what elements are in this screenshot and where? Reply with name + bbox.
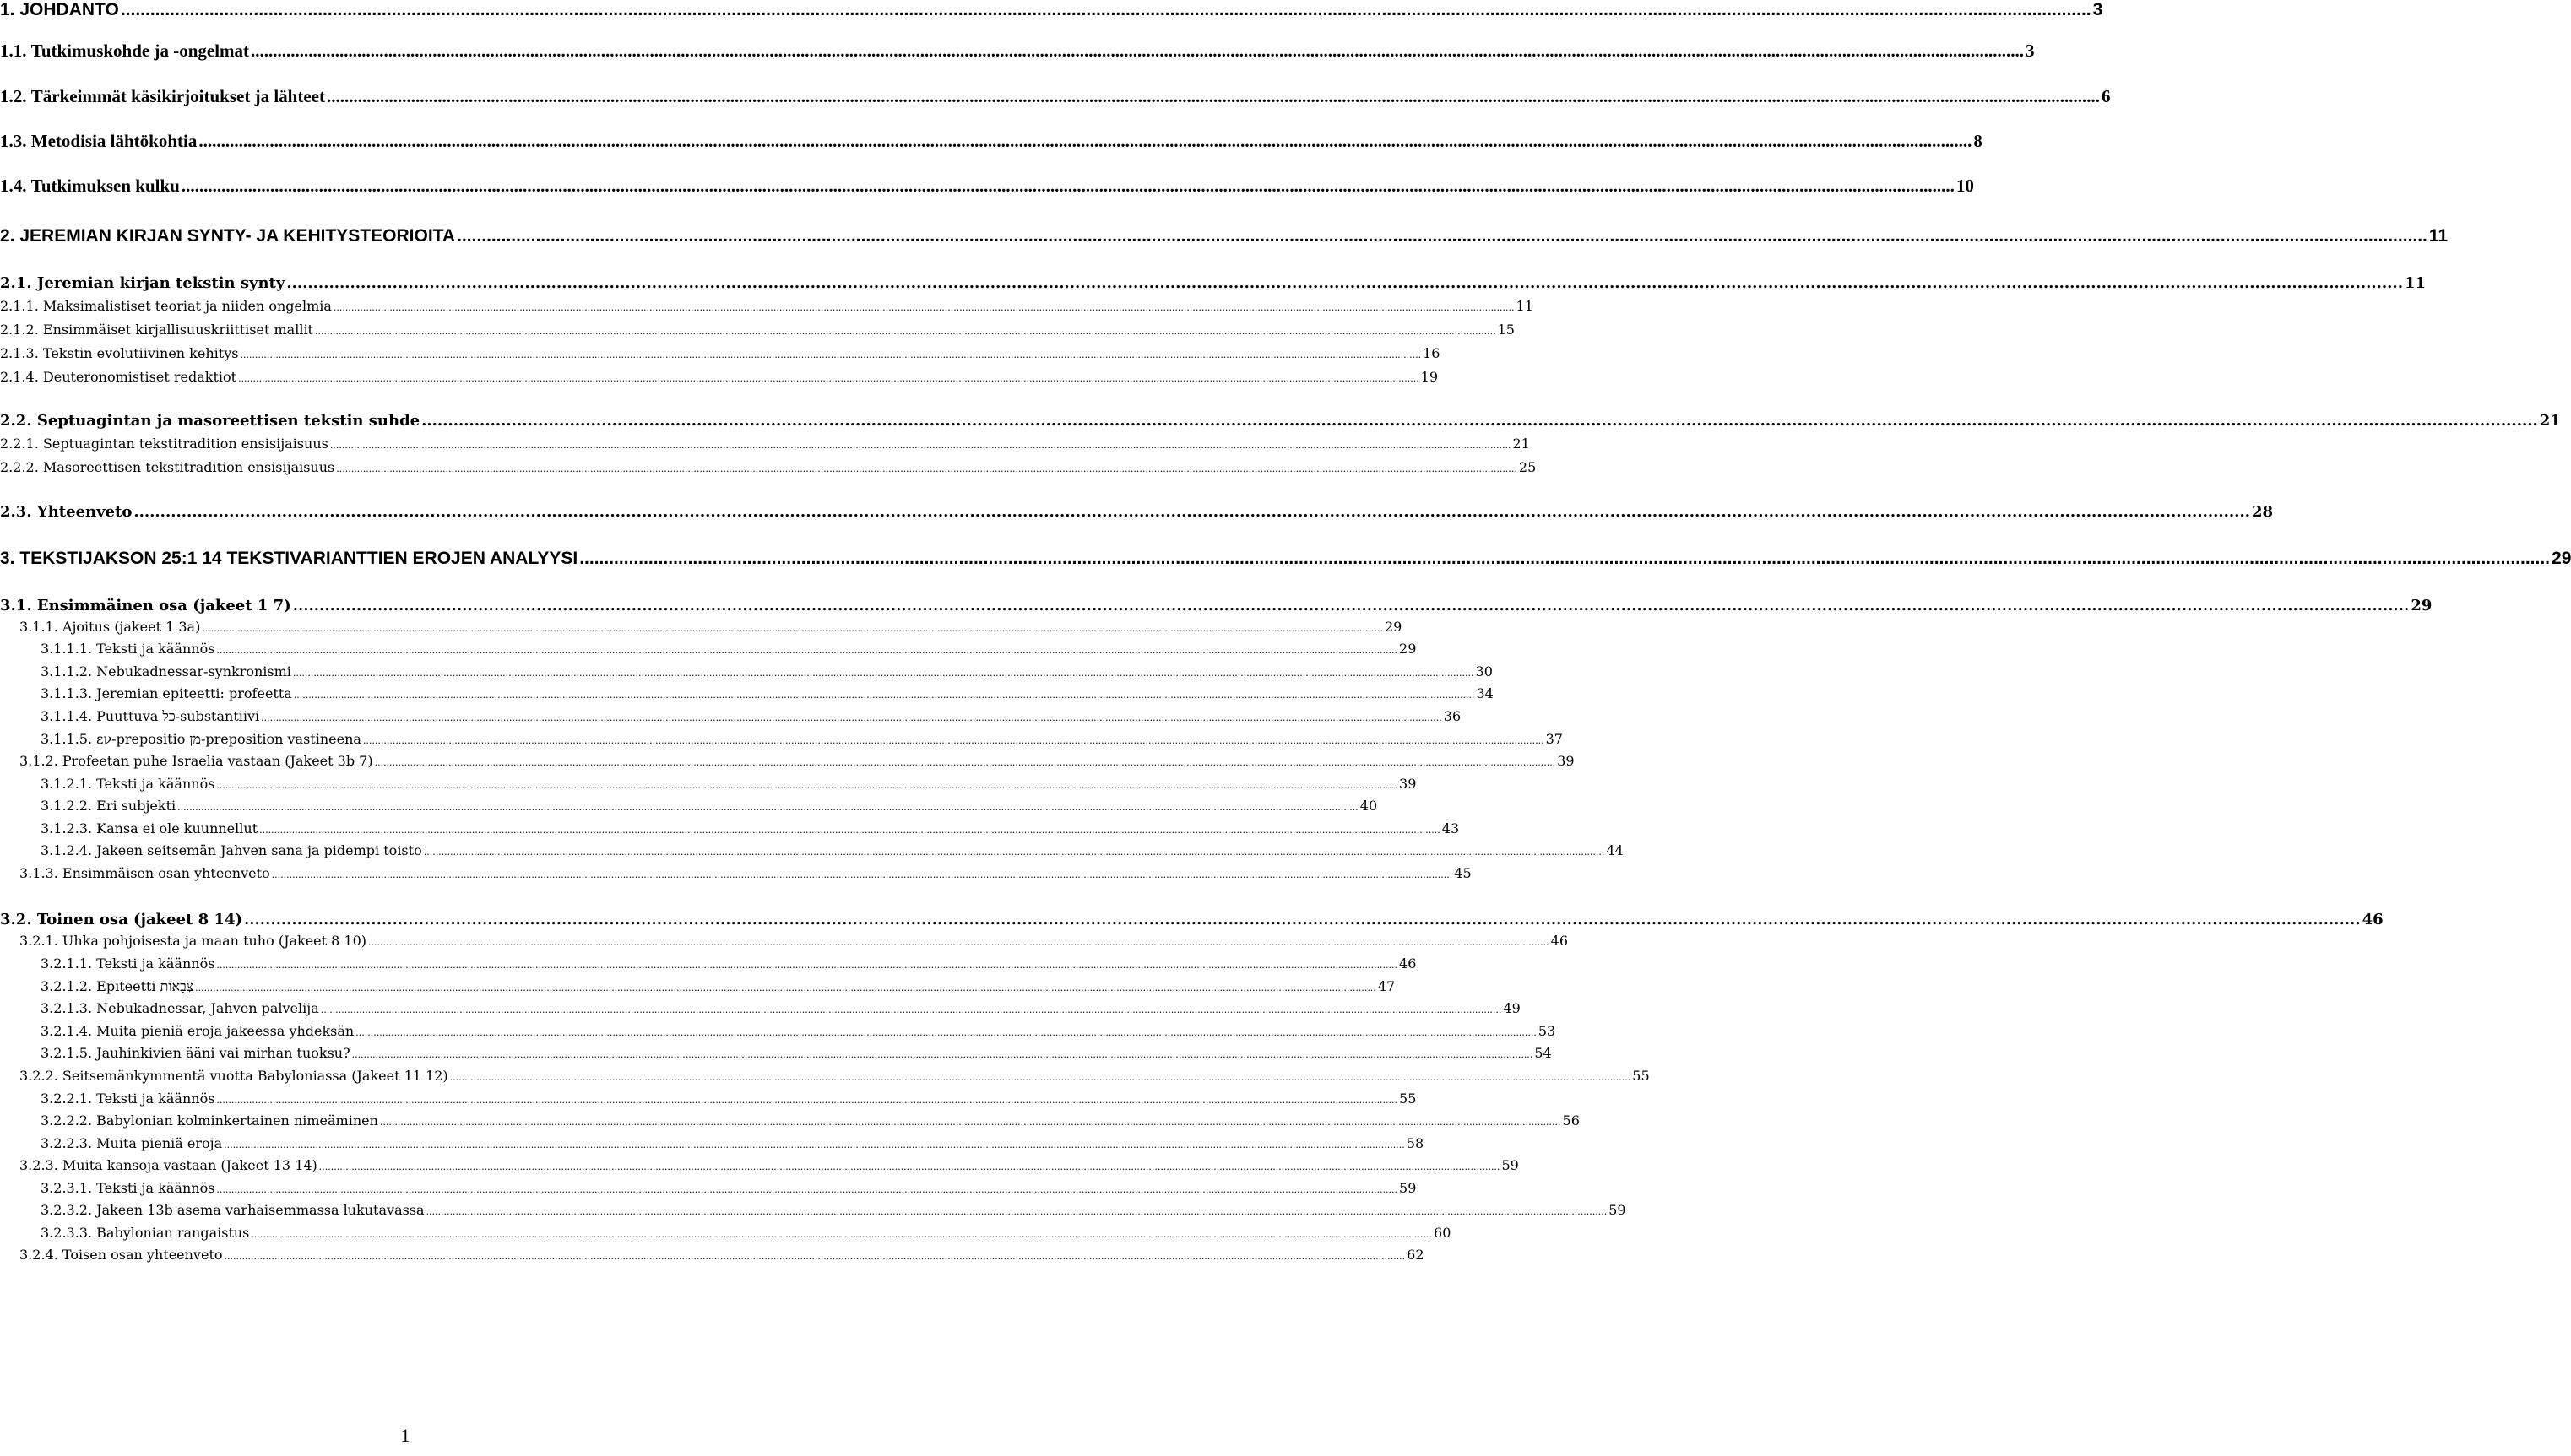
- toc-entry-number: 3.2.1.1.: [41, 955, 97, 972]
- toc-entry-line: [41, 820, 1460, 836]
- toc-entry-line: [19, 1068, 1650, 1084]
- toc-entry-line: [41, 842, 1624, 858]
- toc-entry-title: Tekstin evolutiivinen kehitys: [42, 345, 239, 361]
- dot-leader: ................................................................................................................................................................................................................................................................................................................................................................................................................: [426, 1206, 1608, 1217]
- toc-entry-number: 3.1.2.4.: [41, 842, 97, 858]
- toc-entry[interactable]: [0, 753, 1575, 778]
- toc-entry-page: 56: [1562, 1112, 1580, 1129]
- toc-entry-page: 43: [1441, 820, 1460, 836]
- toc-entry-title: Maksimalistiset teoriat ja niiden ongelmia: [42, 298, 332, 314]
- toc-entry-title: Jeremian epiteetti: profeetta: [96, 685, 292, 701]
- toc-entry-title: Teksti ja käännös: [96, 955, 215, 972]
- toc-entry-page: 29: [2411, 597, 2433, 614]
- toc-entry-title: Jakeen seitsemän Jahven sana ja pidempi toisto: [96, 842, 422, 858]
- dot-leader: ................................................................................................................................................................................................................................................................................................................................................................................................................: [333, 302, 1515, 313]
- toc-entry-page: 3: [2092, 0, 2103, 19]
- toc-entry-title: Jeremian kirjan tekstin synty: [36, 274, 285, 292]
- toc-entry-title: Toisen osan yhteenveto: [62, 1247, 223, 1263]
- toc-entry-title: Yhteenveto: [36, 503, 133, 521]
- toc-entry-title: Muita kansoja vastaan (Jakeet 13 14): [62, 1157, 317, 1173]
- toc-entry-page: 55: [1399, 1091, 1417, 1107]
- dot-leader: ................................................................................................................................................................................................................................................................................................................................................................................................................: [202, 623, 1383, 634]
- toc-entry-number: 3.2.2.: [19, 1068, 62, 1084]
- toc-entry-title: Teksti ja käännös: [96, 776, 215, 792]
- toc-entry-number: 3.1.1.1.: [41, 641, 97, 657]
- toc-entry-number: 3.1.3.: [19, 865, 62, 881]
- toc-entry-number: 2.1.3.: [0, 345, 43, 361]
- toc-entry-number: 3.2.1.3.: [41, 1000, 97, 1016]
- toc-entry-title: Ensimmäisen osan yhteenveto: [62, 865, 270, 881]
- toc-entry-title: TEKSTIJAKSON 25:1 14 TEKSTIVARIANTTIEN EROJEN ANALYYSI: [19, 549, 578, 568]
- toc-entry-page: 10: [1955, 176, 1974, 196]
- toc-entry-page: 3: [2026, 41, 2035, 61]
- toc-entry-page: 29: [1384, 619, 1402, 635]
- toc-entry-number: 3.2.2.3.: [41, 1135, 97, 1151]
- toc-entry[interactable]: [0, 865, 1472, 890]
- toc-entry-number: 3.2.1.2.: [41, 978, 97, 994]
- toc-entry-line: [0, 436, 1530, 452]
- toc-entry-line: [41, 663, 1493, 679]
- toc-entry-title: Profeetan puhe Israelia vastaan (Jakeet 3b 7): [62, 753, 373, 769]
- toc-entry[interactable]: [0, 322, 1515, 347]
- toc-entry-title: Teksti ja käännös: [96, 1180, 215, 1196]
- dot-leader: ................................................................................................................................................................................................................................................................................................................................................................................................................: [579, 549, 2551, 568]
- toc-entry[interactable]: [0, 1157, 1519, 1183]
- toc-entry-number: 3.2.4.: [19, 1247, 62, 1263]
- toc-entry-page: 29: [2552, 549, 2571, 568]
- toc-entry[interactable]: [0, 345, 1440, 371]
- toc-entry[interactable]: [0, 708, 1462, 733]
- toc-entry[interactable]: [0, 176, 1974, 201]
- toc-entry-page: 39: [1557, 753, 1575, 769]
- toc-entry-number: 3.2.3.3.: [41, 1225, 97, 1241]
- toc-entry-page: 62: [1407, 1247, 1424, 1263]
- toc-entry-page: 59: [1608, 1202, 1626, 1218]
- dot-leader: ................................................................................................................................................................................................................................................................................................................................................................................................................: [457, 226, 2427, 246]
- toc-entry-title: Septuagintan ja masoreettisen tekstin suhde: [36, 412, 420, 430]
- toc-entry-page: 21: [1512, 436, 1530, 452]
- dot-leader: ................................................................................................................................................................................................................................................................................................................................................................................................................: [238, 373, 1419, 384]
- toc-entry-page: 29: [1399, 641, 1417, 657]
- toc-entry-title: Kansa ei ole kuunnellut: [96, 820, 258, 836]
- toc-entry-number: 3.2.2.2.: [41, 1112, 97, 1129]
- toc-entry-line: [41, 731, 1563, 748]
- toc-entry[interactable]: [0, 503, 2274, 528]
- dot-leader: ................................................................................................................................................................................................................................................................................................................................................................................................................: [362, 735, 1544, 746]
- toc-entry[interactable]: [0, 1112, 1580, 1138]
- toc-entry-line: [41, 1225, 1451, 1241]
- toc-entry-title: Ensimmäinen osa (jakeet 1 7): [36, 597, 291, 614]
- toc-entry[interactable]: [0, 436, 1530, 461]
- toc-entry-title: Deuteronomistiset redaktiot: [42, 369, 237, 385]
- toc-entry-number: 3.1.2.3.: [41, 820, 97, 836]
- toc-entry-number: 2.1.1.: [0, 298, 43, 314]
- toc-entry-number: 1.3.: [0, 131, 31, 151]
- toc-entry-line: [0, 86, 2111, 107]
- dot-leader: ................................................................................................................................................................................................................................................................................................................................................................................................................: [286, 274, 2403, 292]
- toc-entry-number: 3.2.1.4.: [41, 1023, 97, 1039]
- toc-entry-page: 16: [1423, 345, 1440, 361]
- toc-entry-page: 45: [1454, 865, 1472, 881]
- dot-leader: ................................................................................................................................................................................................................................................................................................................................................................................................................: [292, 668, 1474, 679]
- toc-entry-line: [41, 1112, 1580, 1129]
- toc-entry-title: Septuagintan tekstitradition ensisijaisuus: [42, 436, 328, 452]
- toc-entry-page: 59: [1501, 1157, 1519, 1173]
- toc-entry-line: [41, 1202, 1626, 1218]
- toc-entry-number: 3.1.1.5.: [41, 731, 97, 747]
- toc-entry-line: [19, 619, 1402, 635]
- toc-entry[interactable]: [0, 298, 1533, 323]
- toc-entry-page: 46: [2362, 911, 2384, 928]
- toc-entry-title: Eri subjekti: [96, 798, 176, 814]
- toc-entry-title: Nebukadnessar, Jahven palvelija: [96, 1000, 319, 1016]
- toc-entry-title: Ensimmäiset kirjallisuuskriittiset mallit: [42, 322, 313, 338]
- toc-entry[interactable]: [0, 1202, 1626, 1227]
- dot-leader: ................................................................................................................................................................................................................................................................................................................................................................................................................: [449, 1072, 1631, 1083]
- dot-leader: ................................................................................................................................................................................................................................................................................................................................................................................................................: [120, 0, 2091, 19]
- toc-entry[interactable]: [0, 549, 2571, 574]
- toc-entry[interactable]: [0, 0, 2103, 25]
- dot-leader: ................................................................................................................................................................................................................................................................................................................................................................................................................: [423, 847, 1605, 858]
- toc-entry-page: 49: [1503, 1000, 1521, 1016]
- toc-entry-title: Babylonian kolminkertainen nimeäminen: [96, 1112, 378, 1129]
- toc-entry-line: [41, 708, 1462, 725]
- dot-leader: ................................................................................................................................................................................................................................................................................................................................................................................................................: [244, 911, 2361, 928]
- dot-leader: ................................................................................................................................................................................................................................................................................................................................................................................................................: [329, 440, 1511, 451]
- toc-entry-page: 44: [1606, 842, 1624, 858]
- toc-entry[interactable]: [0, 685, 1494, 711]
- toc-entry-title: JOHDANTO: [19, 0, 119, 19]
- toc-entry-line: [41, 955, 1417, 972]
- dot-leader: ................................................................................................................................................................................................................................................................................................................................................................................................................: [240, 349, 1422, 360]
- toc-entry-title: Puuttuva כל-substantiivi: [96, 708, 260, 724]
- toc-entry-page: 15: [1497, 322, 1515, 338]
- toc-entry-page: 53: [1538, 1023, 1556, 1039]
- dot-leader: ................................................................................................................................................................................................................................................................................................................................................................................................................: [320, 1004, 1502, 1015]
- toc-entry-line: [0, 274, 2427, 292]
- dot-leader: ................................................................................................................................................................................................................................................................................................................................................................................................................: [421, 412, 2538, 430]
- toc-entry[interactable]: [0, 369, 1439, 394]
- toc-entry[interactable]: [0, 1000, 1521, 1026]
- toc-entry-page: 19: [1420, 369, 1439, 385]
- toc-entry-line: [0, 41, 2035, 62]
- toc-entry-number: 3.1.2.1.: [41, 776, 97, 792]
- toc-entry-title: Tutkimuksen kulku: [30, 176, 180, 196]
- toc-entry-title: Tutkimuskohde ja -ongelmat: [30, 41, 250, 61]
- toc-entry-number: 2.1.2.: [0, 322, 43, 338]
- toc-entry[interactable]: [0, 41, 2035, 66]
- dot-leader: ................................................................................................................................................................................................................................................................................................................................................................................................................: [198, 131, 1972, 151]
- toc-entry-line: [41, 1045, 1552, 1061]
- toc-entry-line: [19, 1157, 1519, 1173]
- toc-entry-page: 39: [1399, 776, 1417, 792]
- toc-entry-number: 3.1.1.2.: [41, 663, 97, 679]
- toc-entry-title: Teksti ja käännös: [96, 641, 215, 657]
- toc-entry-line: [41, 1091, 1417, 1107]
- dot-leader: ................................................................................................................................................................................................................................................................................................................................................................................................................: [259, 825, 1440, 836]
- toc-entry-line: [19, 1247, 1424, 1263]
- toc-entry-number: 1.: [0, 0, 20, 19]
- toc-entry-number: 3.: [0, 549, 20, 568]
- toc-entry-page: 46: [1399, 955, 1417, 972]
- toc-entry-title: Teksti ja käännös: [96, 1091, 215, 1107]
- dot-leader: ................................................................................................................................................................................................................................................................................................................................................................................................................: [314, 326, 1496, 337]
- toc-entry-line: [41, 1135, 1424, 1151]
- dot-leader: ................................................................................................................................................................................................................................................................................................................................................................................................................: [216, 960, 1398, 971]
- toc-entry-number: 2.: [0, 226, 20, 246]
- toc-entry-number: 1.4.: [0, 176, 31, 196]
- toc-entry-line: [41, 798, 1378, 814]
- toc-entry-title: Jakeen 13b asema varhaisemmassa lukutavassa: [96, 1202, 425, 1218]
- toc-entry-page: 59: [1399, 1180, 1417, 1196]
- toc-entry-page: 8: [1973, 131, 1982, 151]
- toc-entry-number: 3.2.3.1.: [41, 1180, 97, 1196]
- toc-entry-page: 37: [1545, 731, 1563, 747]
- dot-leader: ................................................................................................................................................................................................................................................................................................................................................................................................................: [326, 86, 2100, 106]
- toc-entry-line: [41, 978, 1396, 995]
- dot-leader: ................................................................................................................................................................................................................................................................................................................................................................................................................: [224, 1251, 1406, 1262]
- dot-leader: ................................................................................................................................................................................................................................................................................................................................................................................................................: [181, 176, 1955, 196]
- dot-leader: ................................................................................................................................................................................................................................................................................................................................................................................................................: [374, 757, 1556, 768]
- toc-entry-line: [41, 1000, 1521, 1016]
- toc-entry[interactable]: [0, 1247, 1424, 1272]
- dot-leader: ................................................................................................................................................................................................................................................................................................................................................................................................................: [368, 937, 1549, 948]
- toc-entry-title: Ajoitus (jakeet 1 3a): [62, 619, 201, 635]
- toc-entry-number: 3.1.2.2.: [41, 798, 97, 814]
- toc-entry-number: 2.3.: [0, 503, 37, 521]
- toc-entry-line: [0, 322, 1515, 338]
- toc-entry-title: Babylonian rangaistus: [96, 1225, 250, 1241]
- dot-leader: ................................................................................................................................................................................................................................................................................................................................................................................................................: [336, 463, 1517, 474]
- toc-entry-number: 3.1.1.: [19, 619, 62, 635]
- dot-leader: ................................................................................................................................................................................................................................................................................................................................................................................................................: [251, 41, 2025, 61]
- toc-entry-number: 2.1.: [0, 274, 37, 292]
- dot-leader: ................................................................................................................................................................................................................................................................................................................................................................................................................: [251, 1229, 1433, 1240]
- toc-entry-page: 11: [2404, 274, 2427, 292]
- toc-entry-page: 40: [1359, 798, 1378, 814]
- toc-entry-line: [0, 503, 2274, 521]
- toc-entry[interactable]: [0, 1068, 1650, 1093]
- toc-entry[interactable]: [0, 1045, 1552, 1070]
- toc-entry-number: 2.2.: [0, 412, 37, 430]
- toc-entry-line: [41, 1023, 1556, 1039]
- toc-entry-title: Epiteetti צְבָאוֹת: [96, 978, 194, 994]
- toc-entry-page: 21: [2539, 412, 2561, 430]
- toc-entry-number: 3.2.3.: [19, 1157, 62, 1173]
- toc-entry-page: 58: [1406, 1135, 1424, 1151]
- dot-leader: ................................................................................................................................................................................................................................................................................................................................................................................................................: [195, 982, 1376, 993]
- toc-entry[interactable]: [0, 798, 1378, 823]
- toc-entry-title: Metodisia lähtökohtia: [30, 131, 198, 151]
- toc-entry-title: Seitsemänkymmentä vuotta Babyloniassa (Jakeet 11 12): [62, 1068, 448, 1084]
- toc-entry[interactable]: [0, 274, 2427, 300]
- dot-leader: ................................................................................................................................................................................................................................................................................................................................................................................................................: [293, 690, 1475, 701]
- toc-entry-title: Masoreettisen tekstitradition ensisijaisuus: [42, 459, 335, 475]
- toc-entry-title: JEREMIAN KIRJAN SYNTY- JA KEHITYSTEORIOITA: [19, 226, 456, 246]
- toc-entry-page: 11: [2428, 226, 2449, 246]
- toc-entry-line: [0, 0, 2103, 20]
- toc-entry-title: Toinen osa (jakeet 8 14): [36, 911, 242, 928]
- toc-entry-line: [19, 865, 1472, 881]
- toc-entry-page: 30: [1475, 663, 1493, 679]
- dot-leader: ................................................................................................................................................................................................................................................................................................................................................................................................................: [355, 1027, 1537, 1038]
- toc-entry-line: [0, 176, 1974, 197]
- toc-entry-number: 3.2.2.1.: [41, 1091, 97, 1107]
- dot-leader: ................................................................................................................................................................................................................................................................................................................................................................................................................: [379, 1117, 1561, 1128]
- dot-leader: ................................................................................................................................................................................................................................................................................................................................................................................................................: [261, 712, 1442, 723]
- toc-entry-page: 55: [1632, 1068, 1650, 1084]
- toc-entry-title: Muita pieniä eroja: [96, 1135, 223, 1151]
- toc-entry-page: 54: [1534, 1045, 1552, 1061]
- toc-entry-number: 3.1.1.4.: [41, 708, 97, 724]
- toc-entry[interactable]: [0, 86, 2111, 111]
- page-number: 1: [400, 1425, 410, 1446]
- toc-entry-line: [0, 345, 1440, 361]
- toc-entry[interactable]: [0, 955, 1417, 981]
- toc-entry-number: 1.1.: [0, 41, 31, 61]
- toc-entry-number: 3.1.2.: [19, 753, 62, 769]
- toc-entry-page: 47: [1377, 978, 1396, 994]
- toc-entry-line: [0, 911, 2384, 928]
- dot-leader: ................................................................................................................................................................................................................................................................................................................................................................................................................: [271, 869, 1453, 880]
- toc-entry-page: 46: [1550, 933, 1569, 949]
- toc-entry-title: Jauhinkivien ääni vai mirhan tuoksu?: [96, 1045, 350, 1061]
- toc-entry-line: [0, 369, 1439, 385]
- dot-leader: ................................................................................................................................................................................................................................................................................................................................................................................................................: [351, 1049, 1533, 1060]
- dot-leader: ................................................................................................................................................................................................................................................................................................................................................................................................................: [292, 597, 2410, 614]
- toc-entry-page: 36: [1443, 708, 1462, 724]
- toc-entry-page: 11: [1516, 298, 1533, 314]
- toc-entry-title: Nebukadnessar-synkronismi: [96, 663, 291, 679]
- toc-entry-page: 25: [1518, 459, 1537, 475]
- toc-entry[interactable]: [0, 933, 1569, 958]
- toc-entry-title: Uhka pohjoisesta ja maan tuho (Jakeet 8 10): [62, 933, 367, 949]
- toc-entry-number: 3.1.1.3.: [41, 685, 97, 701]
- toc-entry-line: [19, 753, 1575, 769]
- dot-leader: ................................................................................................................................................................................................................................................................................................................................................................................................................: [177, 802, 1359, 813]
- toc-entry[interactable]: [0, 131, 1982, 156]
- toc-entry-number: 3.2.1.5.: [41, 1045, 97, 1061]
- toc-entry-page: 28: [2251, 503, 2274, 521]
- toc-entry[interactable]: [0, 459, 1537, 484]
- toc-entry-line: [41, 1180, 1417, 1196]
- toc-entry-number: 2.1.4.: [0, 369, 43, 385]
- dot-leader: ................................................................................................................................................................................................................................................................................................................................................................................................................: [216, 780, 1398, 791]
- toc-entry-line: [0, 459, 1537, 475]
- dot-leader: ................................................................................................................................................................................................................................................................................................................................................................................................................: [318, 1161, 1500, 1172]
- toc-entry-number: 3.2.1.: [19, 933, 62, 949]
- toc-entry-line: [19, 933, 1569, 949]
- toc-entry-line: [41, 685, 1494, 701]
- toc-entry[interactable]: [0, 641, 1417, 666]
- toc-entry-line: [0, 549, 2571, 569]
- toc-entry-title: Tärkeimmät käsikirjoitukset ja lähteet: [30, 86, 325, 106]
- toc-entry[interactable]: [0, 412, 2561, 437]
- toc-entry-line: [0, 226, 2449, 246]
- toc-entry-number: 1.2.: [0, 86, 31, 106]
- toc-entry-page: 60: [1434, 1225, 1451, 1241]
- toc-entry-line: [41, 641, 1417, 657]
- dot-leader: ................................................................................................................................................................................................................................................................................................................................................................................................................: [133, 503, 2250, 521]
- toc-entry-title: Muita pieniä eroja jakeessa yhdeksän: [96, 1023, 355, 1039]
- toc-entry-line: [41, 776, 1417, 792]
- toc-entry-number: 3.2.: [0, 911, 37, 928]
- toc-entry-number: 2.2.2.: [0, 459, 43, 475]
- toc-entry[interactable]: [0, 226, 2449, 252]
- dot-leader: ................................................................................................................................................................................................................................................................................................................................................................................................................: [216, 645, 1398, 656]
- toc-entry-page: 34: [1476, 685, 1494, 701]
- toc-entry-line: [0, 298, 1533, 314]
- toc-entry[interactable]: [0, 842, 1624, 868]
- toc-entry-page: 6: [2101, 86, 2111, 106]
- toc-entry-line: [0, 412, 2561, 430]
- dot-leader: ................................................................................................................................................................................................................................................................................................................................................................................................................: [216, 1184, 1398, 1195]
- toc-entry-line: [0, 131, 1982, 152]
- toc-entry-number: 3.2.3.2.: [41, 1202, 97, 1218]
- dot-leader: ................................................................................................................................................................................................................................................................................................................................................................................................................: [216, 1095, 1398, 1106]
- dot-leader: ................................................................................................................................................................................................................................................................................................................................................................................................................: [224, 1139, 1405, 1150]
- toc-entry-number: 2.2.1.: [0, 436, 43, 452]
- toc-entry-number: 3.1.: [0, 597, 37, 614]
- toc-entry-title: εν-prepositio מן-preposition vastineena: [96, 731, 361, 747]
- toc-entry-line: [0, 597, 2433, 614]
